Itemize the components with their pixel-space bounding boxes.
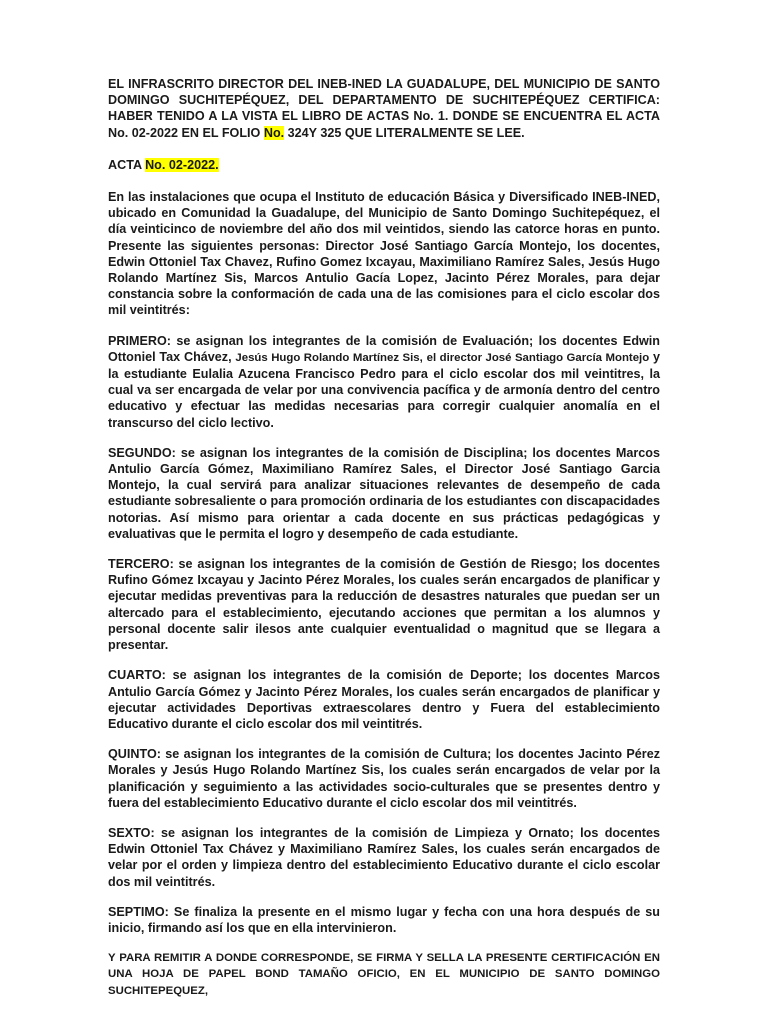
- certification-header: [108, 76, 660, 141]
- closing-paragraph: Y PARA REMITIR A DONDE CORRESPONDE, SE FIRMA Y SELLA LA PRESENTE CERTIFICACIÓN EN UNA HOJA DE PAPEL BOND TAMAÑO OFICIO, EN EL MUNICIPIO DE SANTO DOMINGO SUCHITEPEQUEZ,: [108, 952, 660, 997]
- septimo-paragraph: SEPTIMO: Se finaliza la presente en el mismo lugar y fecha con una hora después de su inicio, firmando así los que en ella intervinieron.: [108, 904, 660, 935]
- acta-title: [108, 157, 660, 173]
- primero-paragraph: [108, 333, 660, 431]
- header-text-2: 324Y 325 QUE LITERALMENTE SE LEE.: [284, 125, 525, 140]
- primero-small-2: el director José Santiago García Montejo: [426, 351, 650, 364]
- quinto-paragraph: QUINTO: se asignan los integrantes de la comisión de Cultura; los docentes Jacinto Pérez Morales y Jesús Hugo Rolando Martínez Sis, los cuales serán encargados de velar por la planificación y seguimiento a las actividades socio-culturales que se presentes dentro y fuera del establecimiento Educativo durante el ciclo escolar dos mil veintitrés.: [108, 747, 660, 810]
- segundo-paragraph: SEGUNDO: se asignan los integrantes de la comisión de Disciplina; los docentes Marcos Antulio García Gómez, Maximiliano Ramírez Sales, el Director José Santiago Garcia Montejo, la cual servirá para analizar situaciones relevantes de desempeño de cada estudiante sobresaliente o para promoción ordinaria de los estudiantes con discapacidades notorias. Así mismo para orientar a cada docente en sus prácticas pedagógicas y evaluativas que le permita el logro y desempeño de cada estudiante.: [108, 445, 660, 541]
- tercero-paragraph: TERCERO: se asignan los integrantes de la comisión de Gestión de Riesgo; los docentes Rufino Gómez Ixcayau y Jacinto Pérez Morales, los cuales serán encargados de planificar y ejecutar medidas preventivas para la reducción de desastres naturales que puedan ser un altercado para el establecimiento, ejecutando acciones que permitan a los alumnos y personal docente salir ilesos ante cualquier eventualidad o magnitud que se llegara a presentar.: [108, 557, 660, 653]
- highlighted-folio-no: No.: [263, 125, 285, 140]
- primero-text-1: PRIMERO: se asignan los integrantes de la comisión de Evaluación; los docentes Edwin Ottoniel Tax Chávez,: [108, 333, 660, 364]
- header-text-1: EL INFRASCRITO DIRECTOR DEL INEB-INED LA GUADALUPE, DEL MUNICIPIO DE SANTO DOMINGO SUCHITEPÉQUEZ, DEL DEPARTAMENTO DE SUCHITEPÉQUEZ CERTIFICA: HABER TENIDO A LA VISTA EL LIBRO DE ACTAS No. 1. DONDE SE ENCUENTRA EL ACTA No. 02-2022 EN EL FOLIO: [108, 77, 660, 140]
- acta-label: ACTA: [108, 157, 146, 172]
- intro-paragraph: En las instalaciones que ocupa el Instituto de educación Básica y Diversificado INEB-INED, ubicado en Comunidad la Guadalupe, del Municipio de Santo Domingo Suchitepéquez, el día veinticinco de noviembre del año dos mil veintidos, siendo las catorce horas en punto. Presente las siguientes personas: Director José Santiago García Montejo, los docentes, Edwin Ottoniel Tax Chavez, Rufino Gomez Ixcayau, Maximiliano Ramírez Sales, Jesús Hugo Rolando Martínez Sis, Marcos Antulio Gacía Lopez, Jacinto Pérez Morales, para dejar constancia sobre la conformación de cada una de las comisiones para el ciclo escolar dos mil veintitrés:: [108, 190, 660, 318]
- sexto-paragraph: SEXTO: se asignan los integrantes de la comisión de Limpieza y Ornato; los docentes Edwin Ottoniel Tax Chávez y Maximiliano Ramírez Sales, los cuales serán encargados de velar por el orden y limpieza dentro del establecimiento Educativo durante el ciclo escolar dos mil veintitrés.: [108, 825, 660, 889]
- acta-number: No. 02-2022.: [145, 157, 219, 172]
- primero-text-3: y la estudiante Eulalia Azucena Francisco Pedro para el ciclo escolar dos mil veintitres, la cual va ser encargada de velar por una convivencia pacífica y de armonía dentro del centro educativo y efectuar las medidas necesarias para corregir cualquier anomalía en el transcurso del ciclo lectivo.: [108, 349, 660, 430]
- primero-small-1: Jesús Hugo Rolando Martínez Sis,: [235, 351, 423, 364]
- cuarto-paragraph: CUARTO: se asignan los integrantes de la comisión de Deporte; los docentes Marcos Antulio García Gómez y Jacinto Pérez Morales, los cuales serán encargados de planificar y ejecutar actividades Deportivas extraescolares dentro y Fuera del establecimiento Educativo durante el ciclo escolar dos mil veintitrés.: [108, 668, 660, 731]
